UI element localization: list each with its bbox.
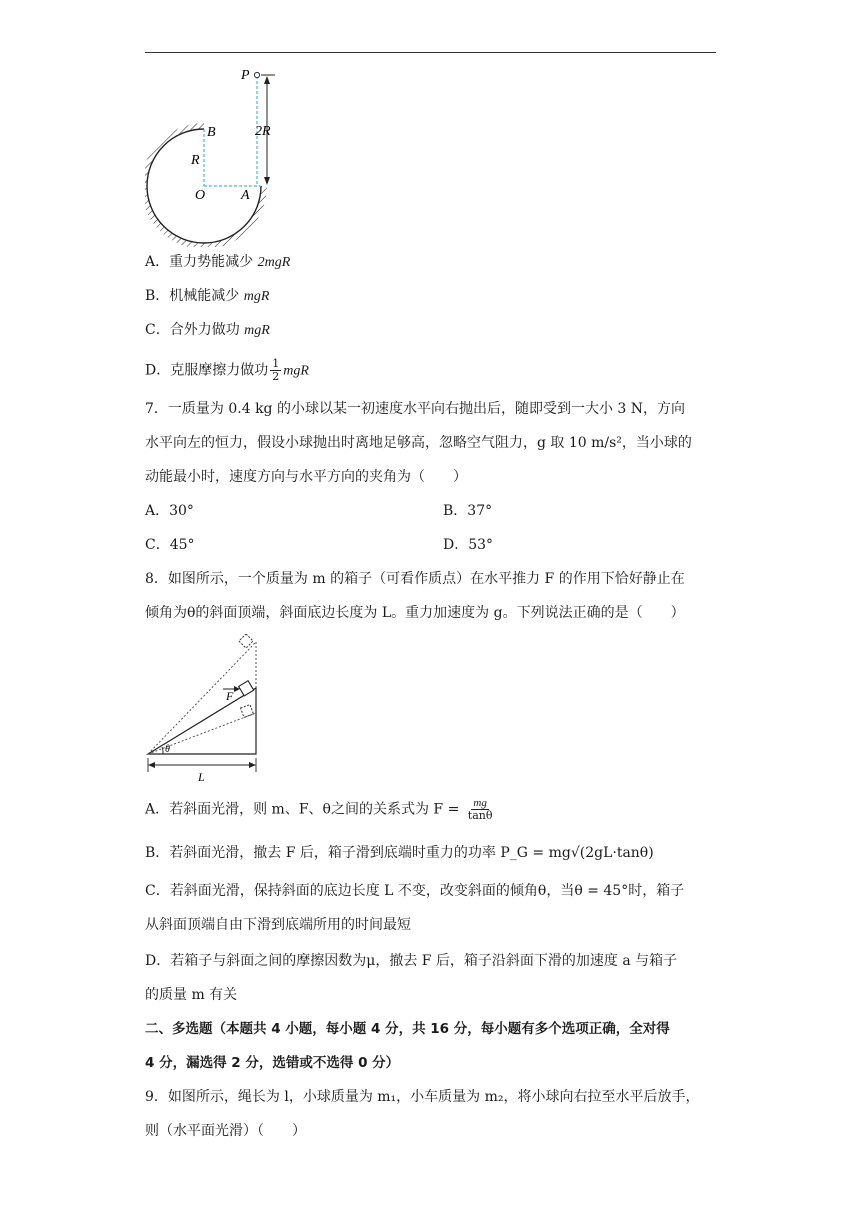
q7-option-d[interactable]: D．53° <box>443 537 494 553</box>
label-r: R <box>191 153 200 168</box>
header-rule <box>145 52 716 53</box>
label-2r: 2R <box>255 124 271 139</box>
q7-stem-line3: 动能最小时，速度方向与水平方向的夹角为（ ） <box>145 469 467 485</box>
q8-stem-line2: 倾角为θ的斜面顶端，斜面底边长度为 L。重力加速度为 g。下列说法正确的是（ ） <box>145 605 685 621</box>
q8-option-c-line1[interactable]: C．若斜面光滑，保持斜面的底边长度 L 不变，改变斜面的倾角θ，当θ = 45°时，箱子 <box>145 883 685 899</box>
q8-option-d-line2: 的质量 m 有关 <box>145 987 238 1003</box>
q8-stem-line1: 8．如图所示，一个质量为 m 的箱子（可看作质点）在水平推力 F 的作用下恰好静止在 <box>145 571 685 587</box>
q6-option-b[interactable]: B．机械能减少 mgR <box>145 288 270 304</box>
label-theta: θ <box>165 744 170 755</box>
q6-option-a[interactable]: A．重力势能减少 2mgR <box>145 254 291 270</box>
box-solid-icon <box>239 681 254 696</box>
fraction-mg-over-tan: $\frac{mg}{\tan\theta}$ <box>467 797 493 822</box>
q8-option-d-line1[interactable]: D．若箱子与斜面之间的摩擦因数为μ，撤去 F 后，箱子沿斜面下滑的加速度 a 与箱子 <box>145 953 678 969</box>
q7-option-a[interactable]: A．30° <box>145 503 194 519</box>
box-lower-dashed-icon <box>241 705 254 718</box>
q8-option-a[interactable]: A．若斜面光滑，则 m、F、θ之间的关系式为 F = $\frac{mg}{\tan\theta}$ <box>145 797 493 822</box>
label-p: P <box>241 68 250 83</box>
section2-heading-line2: 4 分，漏选得 2 分，选错或不选得 0 分） <box>145 1055 400 1071</box>
label-f: F <box>226 689 234 703</box>
section2-heading-line1: 二、多选题（本题共 4 小题，每小题 4 分，共 16 分，每小题有多个选项正确，全对得 <box>145 1021 670 1037</box>
q8-option-c-line2: 从斜面顶端自由下滑到底端所用的时间最短 <box>145 917 411 933</box>
box-top-dashed-icon <box>239 634 253 648</box>
label-b: B <box>207 125 216 140</box>
q6-option-d[interactable]: D．克服摩擦力做功 $\frac{1}{2}$ mgR <box>145 357 309 383</box>
q7-option-b[interactable]: B．37° <box>443 503 493 519</box>
label-a: A <box>241 188 250 203</box>
q6-option-c[interactable]: C．合外力做功 mgR <box>145 322 270 338</box>
point-p-icon <box>254 72 259 77</box>
q8-option-b[interactable]: B．若斜面光滑，撤去 F 后，箱子滑到底端时重力的功率 P_G = mg√(2gL·tanθ) <box>145 845 654 861</box>
q7-option-c[interactable]: C．45° <box>145 537 195 553</box>
figure-circular-track <box>145 62 285 247</box>
q9-stem-line1: 9．如图所示，绳长为 l，小球质量为 m₁，小车质量为 m₂，将小球向右拉至水平后放手， <box>145 1089 700 1105</box>
figure-incline <box>143 634 268 784</box>
label-o: O <box>195 188 206 203</box>
fraction-one-half: $\frac{1}{2}$ <box>272 357 280 383</box>
q9-stem-line2: 则（水平面光滑）（ ） <box>145 1123 306 1139</box>
q7-stem-line1: 7．一质量为 0.4 kg 的小球以某一初速度水平向右抛出后，随即受到一大小 3 N，方向 <box>145 401 686 417</box>
label-l: L <box>198 770 205 784</box>
q7-stem-line2: 水平向左的恒力，假设小球抛出时离地足够高，忽略空气阻力，g 取 10 m/s²，当小球的 <box>145 435 692 451</box>
